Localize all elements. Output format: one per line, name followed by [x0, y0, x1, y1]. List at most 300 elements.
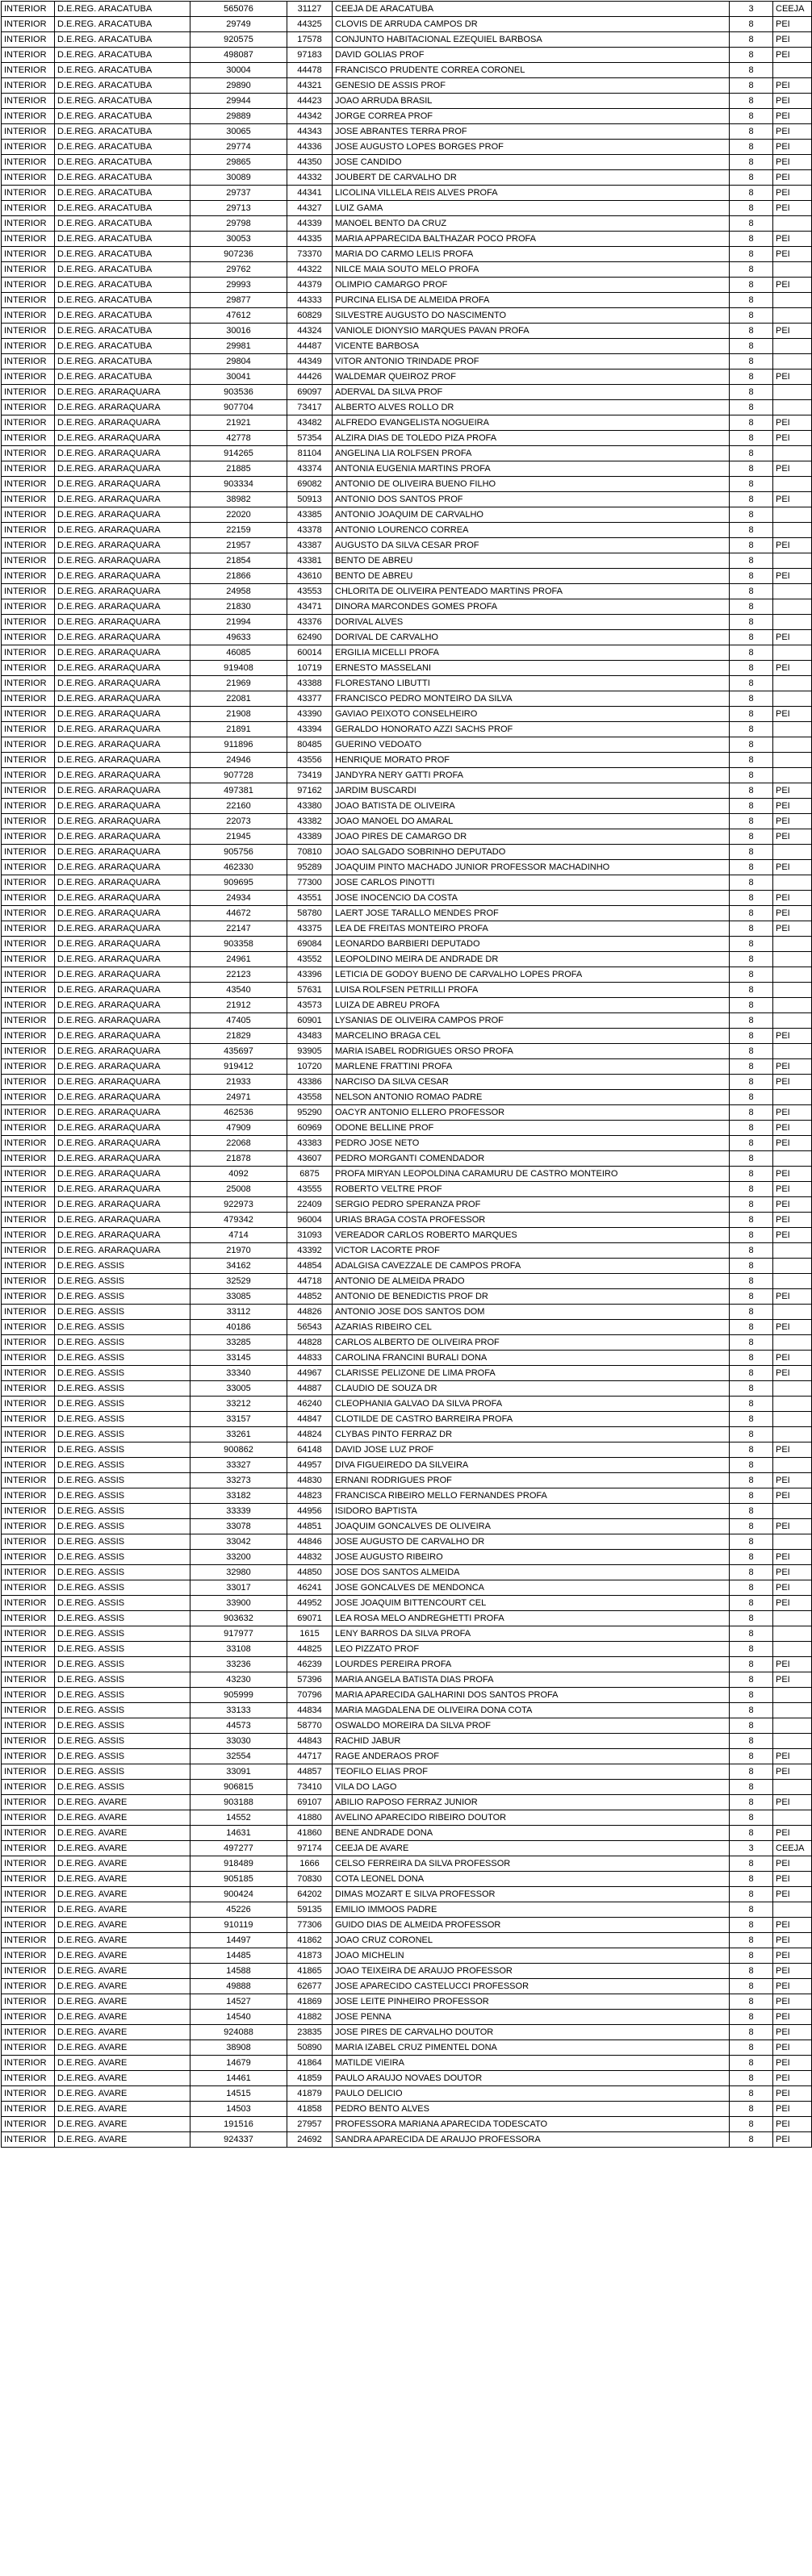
program-cell [773, 1090, 812, 1105]
region-cell: INTERIOR [2, 875, 55, 891]
program-cell [773, 63, 812, 78]
directorate-cell: D.E.REG. ARARAQUARA [55, 1213, 190, 1228]
program-cell [773, 584, 812, 599]
unit-code-cell: 41859 [287, 2071, 333, 2086]
type-code-cell: 8 [730, 1059, 773, 1075]
type-code-cell: 8 [730, 78, 773, 94]
region-cell: INTERIOR [2, 140, 55, 155]
school-code-cell: 42778 [190, 431, 287, 446]
school-name-cell: VANIOLE DIONYSIO MARQUES PAVAN PROFA [333, 324, 730, 339]
program-cell: PEI [773, 324, 812, 339]
region-cell: INTERIOR [2, 1151, 55, 1167]
directorate-cell: D.E.REG. ARARAQUARA [55, 1151, 190, 1167]
table-row [2, 1626, 812, 1642]
directorate-cell: D.E.REG. ARACATUBA [55, 140, 190, 155]
directorate-cell: D.E.REG. ARARAQUARA [55, 400, 190, 415]
table-row [2, 1565, 812, 1580]
program-cell [773, 1703, 812, 1718]
school-name-cell: ERNANI RODRIGUES PROF [333, 1473, 730, 1488]
directorate-cell: D.E.REG. ASSIS [55, 1351, 190, 1366]
region-cell: INTERIOR [2, 216, 55, 232]
program-cell [773, 875, 812, 891]
type-code-cell: 8 [730, 1182, 773, 1197]
unit-code-cell: 44487 [287, 339, 333, 354]
program-cell [773, 599, 812, 615]
table-row [2, 63, 812, 78]
school-code-cell: 22073 [190, 814, 287, 829]
table-row [2, 1151, 812, 1167]
school-code-cell: 14540 [190, 2010, 287, 2025]
directorate-cell: D.E.REG. ARARAQUARA [55, 630, 190, 645]
unit-code-cell: 73417 [287, 400, 333, 415]
region-cell: INTERIOR [2, 2071, 55, 2086]
type-code-cell: 8 [730, 1519, 773, 1534]
type-code-cell: 8 [730, 232, 773, 247]
table-row [2, 1029, 812, 1044]
type-code-cell: 8 [730, 952, 773, 967]
directorate-cell: D.E.REG. AVARE [55, 2040, 190, 2056]
table-row [2, 722, 812, 737]
unit-code-cell: 44717 [287, 1749, 333, 1764]
directorate-cell: D.E.REG. ASSIS [55, 1519, 190, 1534]
directorate-cell: D.E.REG. AVARE [55, 2056, 190, 2071]
table-row [2, 1167, 812, 1182]
school-name-cell: WALDEMAR QUEIROZ PROF [333, 369, 730, 385]
table-row [2, 1902, 812, 1918]
school-name-cell: JOAO SALGADO SOBRINHO DEPUTADO [333, 845, 730, 860]
program-cell [773, 446, 812, 461]
unit-code-cell: 44423 [287, 94, 333, 109]
table-row [2, 2071, 812, 2086]
school-name-cell: ANTONIO JOSE DOS SANTOS DOM [333, 1305, 730, 1320]
program-cell: PEI [773, 32, 812, 48]
directorate-cell: D.E.REG. ASSIS [55, 1718, 190, 1734]
type-code-cell: 8 [730, 2010, 773, 2025]
unit-code-cell: 50890 [287, 2040, 333, 2056]
table-row [2, 1243, 812, 1259]
school-name-cell: DAVID JOSE LUZ PROF [333, 1442, 730, 1458]
school-name-cell: ADALGISA CAVEZZALE DE CAMPOS PROFA [333, 1259, 730, 1274]
school-code-cell: 29713 [190, 201, 287, 216]
type-code-cell: 8 [730, 1488, 773, 1504]
program-cell: PEI [773, 799, 812, 814]
table-row [2, 124, 812, 140]
school-code-cell: 14503 [190, 2102, 287, 2117]
unit-code-cell: 43552 [287, 952, 333, 967]
type-code-cell: 8 [730, 2071, 773, 2086]
school-name-cell: VICENTE BARBOSA [333, 339, 730, 354]
school-code-cell: 47909 [190, 1121, 287, 1136]
school-code-cell: 4092 [190, 1167, 287, 1182]
school-name-cell: LUIZ GAMA [333, 201, 730, 216]
program-cell [773, 1274, 812, 1289]
region-cell: INTERIOR [2, 1749, 55, 1764]
unit-code-cell: 43375 [287, 921, 333, 937]
program-cell [773, 753, 812, 768]
type-code-cell: 8 [730, 691, 773, 707]
directorate-cell: D.E.REG. AVARE [55, 1902, 190, 1918]
school-code-cell: 21994 [190, 615, 287, 630]
unit-code-cell: 31127 [287, 2, 333, 17]
table-row [2, 1289, 812, 1305]
school-name-cell: MARCELINO BRAGA CEL [333, 1029, 730, 1044]
type-code-cell: 8 [730, 492, 773, 507]
program-cell: PEI [773, 232, 812, 247]
type-code-cell: 8 [730, 937, 773, 952]
type-code-cell: 8 [730, 385, 773, 400]
school-code-cell: 33042 [190, 1534, 287, 1550]
unit-code-cell: 41860 [287, 1826, 333, 1841]
directorate-cell: D.E.REG. ARARAQUARA [55, 1167, 190, 1182]
table-row [2, 1718, 812, 1734]
program-cell [773, 983, 812, 998]
unit-code-cell: 44824 [287, 1427, 333, 1442]
region-cell: INTERIOR [2, 1320, 55, 1335]
type-code-cell: 8 [730, 1734, 773, 1749]
school-code-cell: 21945 [190, 829, 287, 845]
unit-code-cell: 17578 [287, 32, 333, 48]
region-cell: INTERIOR [2, 1366, 55, 1381]
directorate-cell: D.E.REG. ARARAQUARA [55, 415, 190, 431]
table-row [2, 1979, 812, 1994]
region-cell: INTERIOR [2, 1090, 55, 1105]
school-code-cell: 22020 [190, 507, 287, 523]
unit-code-cell: 43380 [287, 799, 333, 814]
school-code-cell: 33212 [190, 1397, 287, 1412]
directorate-cell: D.E.REG. ASSIS [55, 1320, 190, 1335]
school-name-cell: PEDRO MORGANTI COMENDADOR [333, 1151, 730, 1167]
school-code-cell: 32980 [190, 1565, 287, 1580]
school-code-cell: 33078 [190, 1519, 287, 1534]
region-cell: INTERIOR [2, 1933, 55, 1948]
program-cell [773, 1259, 812, 1274]
region-cell: INTERIOR [2, 155, 55, 170]
region-cell: INTERIOR [2, 63, 55, 78]
school-code-cell: 4714 [190, 1228, 287, 1243]
type-code-cell: 8 [730, 278, 773, 293]
directorate-cell: D.E.REG. ARARAQUARA [55, 385, 190, 400]
table-row [2, 753, 812, 768]
school-code-cell: 29889 [190, 109, 287, 124]
unit-code-cell: 44322 [287, 262, 333, 278]
school-code-cell: 21866 [190, 569, 287, 584]
program-cell: PEI [773, 1442, 812, 1458]
type-code-cell: 8 [730, 615, 773, 630]
table-row [2, 2117, 812, 2132]
school-name-cell: LICOLINA VILLELA REIS ALVES PROFA [333, 186, 730, 201]
school-code-cell: 14497 [190, 1933, 287, 1948]
table-row [2, 293, 812, 308]
directorate-cell: D.E.REG. ASSIS [55, 1734, 190, 1749]
table-row [2, 1856, 812, 1872]
region-cell: INTERIOR [2, 1197, 55, 1213]
table-row [2, 814, 812, 829]
school-code-cell: 910119 [190, 1918, 287, 1933]
table-row [2, 262, 812, 278]
table-row [2, 998, 812, 1013]
directorate-cell: D.E.REG. AVARE [55, 2117, 190, 2132]
program-cell [773, 339, 812, 354]
directorate-cell: D.E.REG. ASSIS [55, 1335, 190, 1351]
school-code-cell: 33085 [190, 1289, 287, 1305]
region-cell: INTERIOR [2, 1442, 55, 1458]
directorate-cell: D.E.REG. ARARAQUARA [55, 1090, 190, 1105]
school-code-cell: 903632 [190, 1611, 287, 1626]
table-row [2, 415, 812, 431]
school-name-cell: JOAO PIRES DE CAMARGO DR [333, 829, 730, 845]
type-code-cell: 8 [730, 2117, 773, 2132]
school-name-cell: CLAUDIO DE SOUZA DR [333, 1381, 730, 1397]
region-cell: INTERIOR [2, 431, 55, 446]
directorate-cell: D.E.REG. ARACATUBA [55, 278, 190, 293]
unit-code-cell: 41873 [287, 1948, 333, 1964]
directorate-cell: D.E.REG. ASSIS [55, 1596, 190, 1611]
program-cell: PEI [773, 461, 812, 477]
type-code-cell: 8 [730, 477, 773, 492]
school-name-cell: GUERINO VEDOATO [333, 737, 730, 753]
program-cell: PEI [773, 814, 812, 829]
table-row [2, 1320, 812, 1335]
directorate-cell: D.E.REG. ARARAQUARA [55, 753, 190, 768]
school-name-cell: JARDIM BUSCARDI [333, 783, 730, 799]
directorate-cell: D.E.REG. ARACATUBA [55, 354, 190, 369]
unit-code-cell: 41879 [287, 2086, 333, 2102]
table-row [2, 1872, 812, 1887]
school-name-cell: PAULO ARAUJO NOVAES DOUTOR [333, 2071, 730, 2086]
unit-code-cell: 44854 [287, 1259, 333, 1274]
school-code-cell: 45226 [190, 1902, 287, 1918]
unit-code-cell: 6875 [287, 1167, 333, 1182]
program-cell: PEI [773, 1366, 812, 1381]
school-name-cell: AZARIAS RIBEIRO CEL [333, 1320, 730, 1335]
school-code-cell: 903536 [190, 385, 287, 400]
region-cell: INTERIOR [2, 1565, 55, 1580]
region-cell: INTERIOR [2, 2132, 55, 2148]
school-code-cell: 21885 [190, 461, 287, 477]
school-name-cell: FLORESTANO LIBUTTI [333, 676, 730, 691]
school-code-cell: 909695 [190, 875, 287, 891]
school-name-cell: ANTONIO DE BENEDICTIS PROF DR [333, 1289, 730, 1305]
school-code-cell: 462330 [190, 860, 287, 875]
school-code-cell: 14515 [190, 2086, 287, 2102]
type-code-cell: 8 [730, 1320, 773, 1335]
unit-code-cell: 44851 [287, 1519, 333, 1534]
school-code-cell: 29944 [190, 94, 287, 109]
table-row [2, 354, 812, 369]
region-cell: INTERIOR [2, 1473, 55, 1488]
region-cell: INTERIOR [2, 691, 55, 707]
directorate-cell: D.E.REG. AVARE [55, 2010, 190, 2025]
school-code-cell: 44573 [190, 1718, 287, 1734]
school-code-cell: 21970 [190, 1243, 287, 1259]
school-name-cell: JORGE CORREA PROF [333, 109, 730, 124]
type-code-cell: 8 [730, 569, 773, 584]
school-code-cell: 911896 [190, 737, 287, 753]
region-cell: INTERIOR [2, 477, 55, 492]
region-cell: INTERIOR [2, 599, 55, 615]
type-code-cell: 8 [730, 737, 773, 753]
table-row [2, 385, 812, 400]
school-name-cell: PROFESSORA MARIANA APARECIDA TODESCATO [333, 2117, 730, 2132]
school-code-cell: 38982 [190, 492, 287, 507]
type-code-cell: 8 [730, 1427, 773, 1442]
type-code-cell: 8 [730, 1351, 773, 1366]
region-cell: INTERIOR [2, 645, 55, 661]
school-name-cell: ANTONIA EUGENIA MARTINS PROFA [333, 461, 730, 477]
type-code-cell: 8 [730, 94, 773, 109]
directorate-cell: D.E.REG. AVARE [55, 1918, 190, 1933]
directorate-cell: D.E.REG. AVARE [55, 1856, 190, 1872]
school-name-cell: HENRIQUE MORATO PROF [333, 753, 730, 768]
unit-code-cell: 43573 [287, 998, 333, 1013]
school-name-cell: ANTONIO DOS SANTOS PROF [333, 492, 730, 507]
school-name-cell: LOURDES PEREIRA PROFA [333, 1657, 730, 1672]
unit-code-cell: 43390 [287, 707, 333, 722]
unit-code-cell: 44956 [287, 1504, 333, 1519]
table-row [2, 1519, 812, 1534]
unit-code-cell: 44718 [287, 1274, 333, 1289]
region-cell: INTERIOR [2, 1136, 55, 1151]
program-cell [773, 1534, 812, 1550]
school-name-cell: SANDRA APARECIDA DE ARAUJO PROFESSORA [333, 2132, 730, 2148]
program-cell: PEI [773, 1826, 812, 1841]
type-code-cell: 8 [730, 1075, 773, 1090]
table-row [2, 17, 812, 32]
school-code-cell: 903334 [190, 477, 287, 492]
region-cell: INTERIOR [2, 569, 55, 584]
unit-code-cell: 1666 [287, 1856, 333, 1872]
program-cell: PEI [773, 2010, 812, 2025]
unit-code-cell: 44852 [287, 1289, 333, 1305]
program-cell: PEI [773, 369, 812, 385]
program-cell: CEEJA [773, 2, 812, 17]
table-row [2, 829, 812, 845]
unit-code-cell: 44957 [287, 1458, 333, 1473]
program-cell [773, 1611, 812, 1626]
region-cell: INTERIOR [2, 1841, 55, 1856]
school-name-cell: EMILIO IMMOOS PADRE [333, 1902, 730, 1918]
school-code-cell: 33017 [190, 1580, 287, 1596]
directorate-cell: D.E.REG. ASSIS [55, 1672, 190, 1688]
region-cell: INTERIOR [2, 1121, 55, 1136]
table-row [2, 553, 812, 569]
type-code-cell: 8 [730, 1305, 773, 1320]
school-name-cell: CARLOS ALBERTO DE OLIVEIRA PROF [333, 1335, 730, 1351]
table-row [2, 1182, 812, 1197]
table-row [2, 1090, 812, 1105]
table-row [2, 906, 812, 921]
school-name-cell: PURCINA ELISA DE ALMEIDA PROFA [333, 293, 730, 308]
directorate-cell: D.E.REG. ARARAQUARA [55, 860, 190, 875]
table-row [2, 1197, 812, 1213]
type-code-cell: 8 [730, 584, 773, 599]
unit-code-cell: 23835 [287, 2025, 333, 2040]
school-name-cell: JOAO ARRUDA BRASIL [333, 94, 730, 109]
program-cell [773, 1397, 812, 1412]
school-code-cell: 24946 [190, 753, 287, 768]
region-cell: INTERIOR [2, 1259, 55, 1274]
program-cell: PEI [773, 1749, 812, 1764]
program-cell [773, 293, 812, 308]
type-code-cell: 8 [730, 1780, 773, 1795]
unit-code-cell: 44847 [287, 1412, 333, 1427]
program-cell: PEI [773, 278, 812, 293]
program-cell [773, 1688, 812, 1703]
type-code-cell: 8 [730, 845, 773, 860]
type-code-cell: 8 [730, 599, 773, 615]
program-cell [773, 1734, 812, 1749]
program-cell [773, 691, 812, 707]
school-name-cell: SILVESTRE AUGUSTO DO NASCIMENTO [333, 308, 730, 324]
table-row [2, 1228, 812, 1243]
directorate-cell: D.E.REG. ARARAQUARA [55, 1105, 190, 1121]
type-code-cell: 8 [730, 17, 773, 32]
school-name-cell: JOAO MICHELIN [333, 1948, 730, 1964]
type-code-cell: 8 [730, 860, 773, 875]
directorate-cell: D.E.REG. ARACATUBA [55, 308, 190, 324]
school-code-cell: 33145 [190, 1351, 287, 1366]
school-name-cell: JOAQUIM GONCALVES DE OLIVEIRA [333, 1519, 730, 1534]
unit-code-cell: 43551 [287, 891, 333, 906]
type-code-cell: 8 [730, 645, 773, 661]
unit-code-cell: 43388 [287, 676, 333, 691]
school-code-cell: 33236 [190, 1657, 287, 1672]
type-code-cell: 8 [730, 461, 773, 477]
directorate-cell: D.E.REG. AVARE [55, 2132, 190, 2148]
directorate-cell: D.E.REG. AVARE [55, 2071, 190, 2086]
school-name-cell: MANOEL BENTO DA CRUZ [333, 216, 730, 232]
directorate-cell: D.E.REG. ARACATUBA [55, 293, 190, 308]
table-row [2, 2, 812, 17]
table-row [2, 799, 812, 814]
type-code-cell: 8 [730, 1213, 773, 1228]
school-name-cell: TEOFILO ELIAS PROF [333, 1764, 730, 1780]
table-row [2, 1795, 812, 1810]
school-code-cell: 462536 [190, 1105, 287, 1121]
table-row [2, 339, 812, 354]
table-row [2, 676, 812, 691]
table-row [2, 630, 812, 645]
program-cell: PEI [773, 17, 812, 32]
school-name-cell: LAERT JOSE TARALLO MENDES PROF [333, 906, 730, 921]
directorate-cell: D.E.REG. ARACATUBA [55, 78, 190, 94]
school-code-cell: 25008 [190, 1182, 287, 1197]
program-cell: PEI [773, 1565, 812, 1580]
school-code-cell: 33112 [190, 1305, 287, 1320]
table-row [2, 523, 812, 538]
type-code-cell: 8 [730, 400, 773, 415]
region-cell: INTERIOR [2, 829, 55, 845]
table-row [2, 1013, 812, 1029]
directorate-cell: D.E.REG. ARACATUBA [55, 48, 190, 63]
unit-code-cell: 70830 [287, 1872, 333, 1887]
region-cell: INTERIOR [2, 523, 55, 538]
directorate-cell: D.E.REG. ASSIS [55, 1611, 190, 1626]
school-name-cell: JOAQUIM PINTO MACHADO JUNIOR PROFESSOR MACHADINHO [333, 860, 730, 875]
type-code-cell: 8 [730, 1887, 773, 1902]
unit-code-cell: 43610 [287, 569, 333, 584]
region-cell: INTERIOR [2, 400, 55, 415]
unit-code-cell: 43381 [287, 553, 333, 569]
school-code-cell: 49888 [190, 1979, 287, 1994]
school-code-cell: 29877 [190, 293, 287, 308]
region-cell: INTERIOR [2, 2, 55, 17]
directorate-cell: D.E.REG. AVARE [55, 1810, 190, 1826]
unit-code-cell: 95289 [287, 860, 333, 875]
directorate-cell: D.E.REG. ARACATUBA [55, 155, 190, 170]
school-name-cell: CLOVIS DE ARRUDA CAMPOS DR [333, 17, 730, 32]
directorate-cell: D.E.REG. ARARAQUARA [55, 768, 190, 783]
